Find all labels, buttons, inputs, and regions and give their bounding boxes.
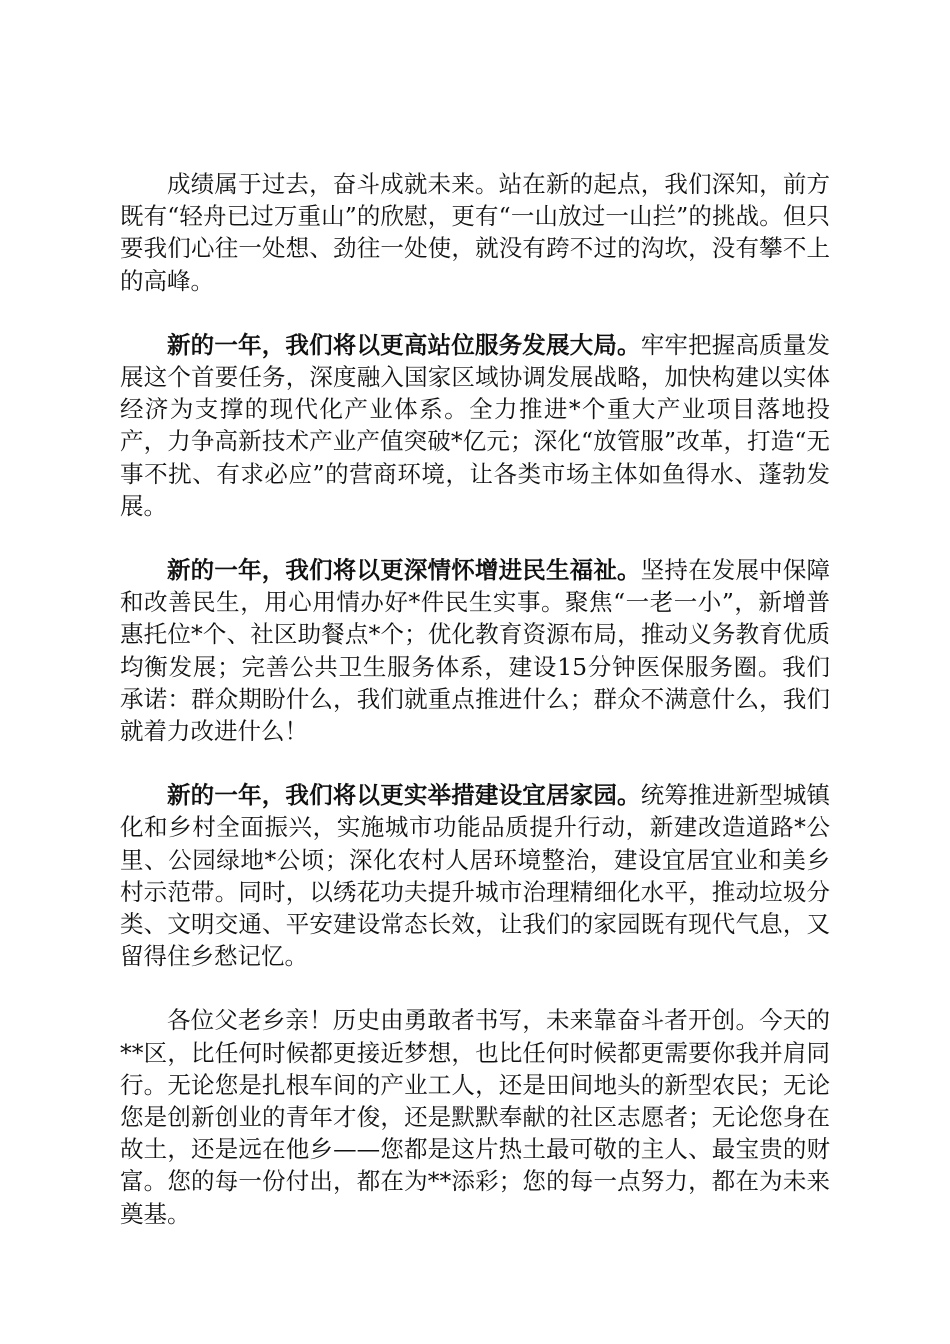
paragraph-intro xyxy=(120,168,830,297)
paragraph-homeland xyxy=(120,779,830,972)
document-page xyxy=(120,168,830,1262)
paragraph-body: 牢牢把握高质量发展这个首要任务，深度融入国家区域协调发展战略，加快构建以实体经济为支撑的现代化产业体系。全力推进*个重大产业项目落地投产，力争高新技术产业产值突破*亿元；深化“放管服”改革，打造“无事不扰、有求必应”的营商环境，让各类市场主体如鱼得水、蓬勃发展。 xyxy=(120,330,830,520)
paragraph-development xyxy=(120,329,830,522)
paragraph-lead: 新的一年，我们将以更高站位服务发展大局。 xyxy=(167,330,641,359)
paragraph-lead: 新的一年，我们将以更实举措建设宜居家园。 xyxy=(167,781,641,810)
paragraph-body: 成绩属于过去，奋斗成就未来。站在新的起点，我们深知，前方既有“轻舟已过万重山”的欣慰，更有“一山放过一山拦”的挑战。但只要我们心往一处想、劲往一处使，就没有跨不过的沟坎，没有攀不上的高峰。 xyxy=(120,170,830,295)
paragraph-closing xyxy=(120,1004,830,1229)
paragraph-body: 统筹推进新型城镇化和乡村全面振兴，实施城市功能品质提升行动，新建改造道路*公里、公园绿地*公顷；深化农村人居环境整治，建设宜居宜业和美乡村示范带。同时，以绣花功夫提升城市治理精细化水平，推动垃圾分类、文明交通、平安建设常态长效，让我们的家园既有现代气息，又留得住乡愁记忆。 xyxy=(120,781,830,971)
paragraph-lead: 新的一年，我们将以更深情怀增进民生福祉。 xyxy=(167,556,641,585)
paragraph-body: 各位父老乡亲！历史由勇敢者书写，未来靠奋斗者开创。今天的**区，比任何时候都更接近梦想，也比任何时候都更需要你我并肩同行。无论您是扎根车间的产业工人，还是田间地头的新型农民；无论您是创新创业的青年才俊，还是默默奉献的社区志愿者；无论您身在故土，还是远在他乡——您都是这片热土最可敬的主人、最宝贵的财富。您的每一份付出，都在为**添彩；您的每一点努力，都在为未来奠基。 xyxy=(120,1006,830,1228)
paragraph-livelihood xyxy=(120,554,830,747)
paragraph-body: 坚持在发展中保障和改善民生，用心用情办好*件民生实事。聚焦“一老一小”，新增普惠托位*个、社区助餐点*个；优化教育资源布局，推动义务教育优质均衡发展；完善公共卫生服务体系，建设15分钟医保服务圈。我们承诺：群众期盼什么，我们就重点推进什么；群众不满意什么，我们就着力改进什么！ xyxy=(120,556,830,746)
